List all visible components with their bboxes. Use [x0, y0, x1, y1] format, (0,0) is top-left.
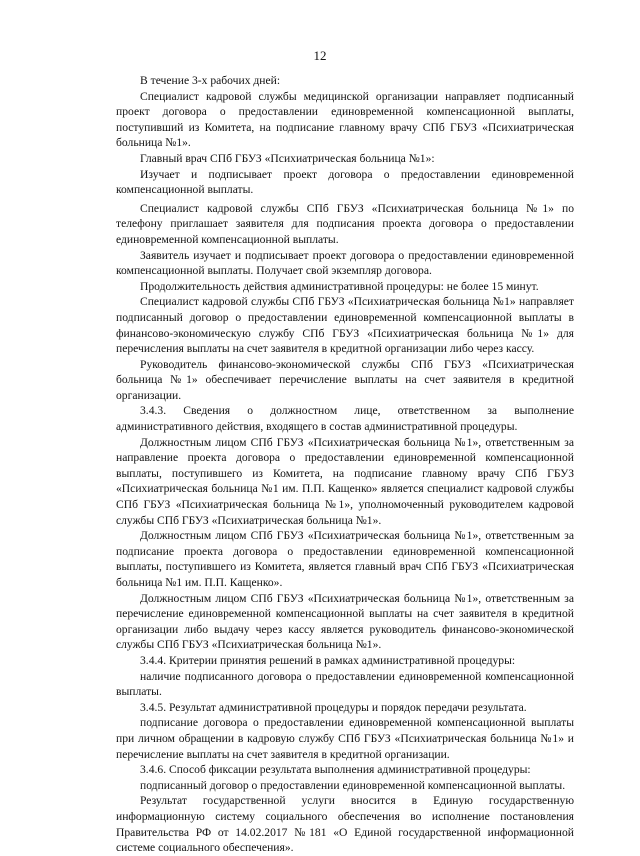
document-body — [116, 73, 574, 856]
section-heading-3-4-3: 3.4.3. Сведения о должностном лице, ответственном за выполнение административного действия, входящего в состав административной процедуры. — [116, 404, 574, 434]
section-heading-3-4-5: 3.4.5. Результат административной процедуры и порядок передачи результата. — [140, 700, 527, 714]
paragraph: Продолжительность действия административной процедуры: не более 15 минут. — [140, 279, 539, 293]
paragraph: Руководитель финансово-экономической службы СПб ГБУЗ «Психиатрическая больница №1» обеспечивает перечисление выплаты на счет заявителя в кредитной организации. — [116, 357, 574, 402]
paragraph: Результат государственной услуги вносится в Единую государственную информационную систему социального обеспечения во исполнение постановления Правительства РФ от 14.02.2017 №181 «О Единой государственной информационной системе социального обеспечения». — [116, 794, 574, 855]
paragraph: Главный врач СПб ГБУЗ «Психиатрическая больница №1»: — [140, 151, 435, 165]
page-number: 12 — [313, 48, 327, 63]
paragraph: Специалист кадровой службы СПб ГБУЗ «Психиатрическая больница №1» по телефону приглашает заявителя для подписания проекта договора о предоставлении единовременной компенсационной выплаты. — [116, 201, 574, 246]
paragraph: Должностным лицом СПб ГБУЗ «Психиатрическая больница №1», ответственным за направление проекта договора о предоставлении единовременной компенсационной выплаты, поступившего из Комитета, на подписание главному врачу СПб ГБУЗ «Психиатрическая больница №1 им. П.П. Кащенко» является специалист кадровой службы СПб ГБУЗ «Психиатрическая больница №1», уполномоченный руководителем кадровой службы СПб ГБУЗ «Психиатрическая больница №1». — [116, 435, 574, 527]
paragraph: Специалист кадровой службы СПб ГБУЗ «Психиатрическая больница №1» направляет подписанный договор о предоставлении единовременной компенсационной выплаты в финансово-экономическую службу СПб ГБУЗ «Психиатрическая больница №1» для перечисления выплаты на счет заявителя в кредитной организации либо через кассу. — [116, 295, 574, 356]
paragraph: подписанный договор о предоставлении единовременной компенсационной выплаты. — [140, 778, 566, 792]
paragraph: Заявитель изучает и подписывает проект договора о предоставлении единовременной компенсационной выплаты. Получает свой экземпляр договора. — [116, 248, 574, 278]
section-heading-3-4-4: 3.4.4. Критерии принятия решений в рамках административной процедуры: — [140, 653, 516, 667]
paragraph: наличие подписанного договора о предоставлении единовременной компенсационной выплаты. — [116, 669, 574, 699]
section-heading-3-4-6: 3.4.6. Способ фиксации результата выполнения административной процедуры: — [140, 763, 531, 777]
paragraph-intro: В течение 3-х рабочих дней: — [140, 74, 281, 87]
paragraph: Должностным лицом СПб ГБУЗ «Психиатрическая больница №1», ответственным за подписание проекта договора о предоставлении единовременной компенсационной выплаты, поступившего из Комитета, является главный врач СПб ГБУЗ «Психиатрическая больница №1 им. П.П. Кащенко». — [116, 529, 574, 589]
paragraph: Должностным лицом СПб ГБУЗ «Психиатрическая больница №1», ответственным за перечисление единовременной компенсационной выплаты на счет заявителя в кредитной организации либо выдачу через кассу является руководитель финансово-экономической службы СПб ГБУЗ «Психиатрическая больница №1». — [116, 591, 574, 652]
paragraph: Специалист кадровой службы медицинской организации направляет подписанный проект договора о предоставлении единовременной компенсационной выплаты, поступивший из Комитета, на подписание главному врачу СПб ГБУЗ «Психиатрическая больница №1». — [116, 89, 574, 150]
paragraph: подписание договора о предоставлении единовременной компенсационной выплаты при личном обращении в кадровую службу СПб ГБУЗ «Психиатрическая больница №1» и перечисление выплаты на счет заявителя в кредитной организации. — [116, 716, 574, 761]
paragraph: Изучает и подписывает проект договора о предоставлении единовременной компенсационной выплаты. — [116, 167, 574, 197]
